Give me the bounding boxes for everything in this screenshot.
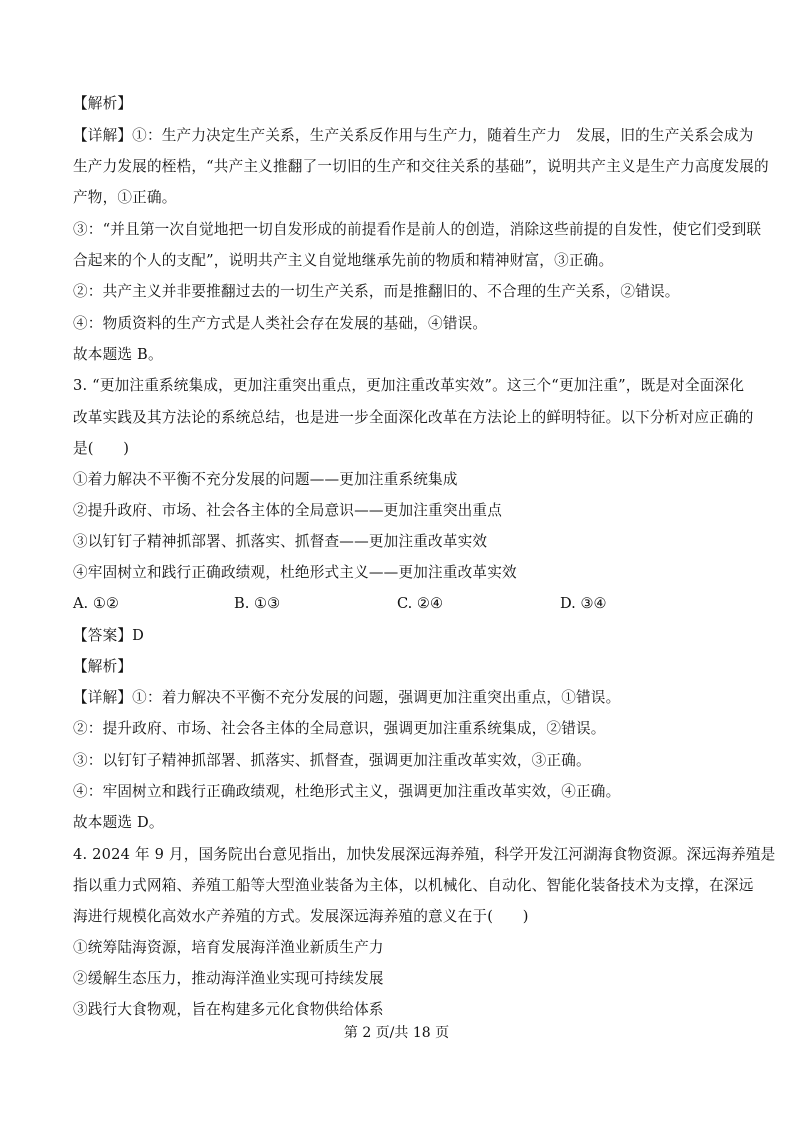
answer-label: 【答案】D: [73, 627, 145, 644]
text-line: 指以重力式网箱、养殖工船等大型渔业装备为主体，以机械化、自动化、智能化装备技术为支撑，在深远: [73, 877, 754, 894]
text-line: 合起来的个人的支配”，说明共产主义自觉地继承先前的物质和精神财富，③正确。: [73, 252, 614, 269]
text-line: 故本题选 D。: [73, 814, 164, 831]
question-4-stem: 4. 2024 年 9 月，国务院出台意见指出，加快发展深远海养殖，科学开发江河湖海食物资源。深远海养殖是: [73, 846, 776, 863]
text-line: ①着力解决不平衡不充分发展的问题——更加注重系统集成: [73, 471, 458, 488]
page-footer: 第 2 页/共 18 页: [343, 1025, 450, 1041]
text-line: 改革实践及其方法论的系统总结，也是进一步全面深化改革在方法论上的鲜明特征。以下分析对应正确的: [73, 409, 754, 426]
text-line: ④牢固树立和践行正确政绩观，杜绝形式主义——更加注重改革实效: [73, 564, 517, 581]
text-line: ③践行大食物观，旨在构建多元化食物供给体系: [73, 1001, 384, 1018]
option-b: B. ①③: [234, 595, 281, 612]
text-line: ②提升政府、市场、社会各主体的全局意识——更加注重突出重点: [73, 502, 503, 519]
text-line: 生产力发展的桎梏，“共产主义推翻了一切旧的生产和交往关系的基础”，说明共产主义是生产力高度发展的: [73, 158, 769, 175]
option-c: C. ②④: [397, 595, 444, 612]
text-line: 是( ): [73, 440, 130, 457]
text-line: ③：以钉钉子精神抓部署、抓落实、抓督查，强调更加注重改革实效，③正确。: [73, 752, 591, 769]
text-line: ③以钉钉子精神抓部署、抓落实、抓督查——更加注重改革实效: [73, 533, 488, 550]
text-line: 海进行规模化高效水产养殖的方式。发展深远海养殖的意义在于( ): [73, 908, 529, 925]
text-line: ②：共产主义并非要推翻过去的一切生产关系，而是推翻旧的、不合理的生产关系，②错误。: [73, 283, 680, 300]
text-line: ①统筹陆海资源，培育发展海洋渔业新质生产力: [73, 939, 384, 956]
option-a: A. ①②: [73, 595, 119, 612]
option-d: D. ③④: [560, 595, 607, 612]
question-3-stem: 3. “更加注重系统集成，更加注重突出重点，更加注重改革实效”。这三个“更加注重”，既是对全面深化: [73, 377, 745, 394]
section-heading-analysis: 【解析】: [73, 658, 133, 675]
text-line: ②缓解生态压力，推动海洋渔业实现可持续发展: [73, 970, 384, 987]
text-line: ③：“并且第一次自觉地把一切自发形成的前提看作是前人的创造，消除这些前提的自发性，使它们受到联: [73, 221, 762, 238]
text-line: ④：物质资料的生产方式是人类社会存在发展的基础，④错误。: [73, 315, 488, 332]
text-line: 【详解】①：着力解决不平衡不充分发展的问题，强调更加注重突出重点，①错误。: [73, 689, 621, 706]
section-heading-analysis: 【解析】: [73, 95, 133, 112]
text-line: ④：牢固树立和践行正确政绩观，杜绝形式主义，强调更加注重改革实效，④正确。: [73, 783, 621, 800]
text-line: 故本题选 B。: [73, 346, 163, 363]
text-line: 【详解】①：生产力决定生产关系，生产关系反作用与生产力，随着生产力 发展，旧的生产关系会成为: [73, 127, 754, 144]
text-line: 产物，①正确。: [73, 189, 177, 206]
text-line: ②：提升政府、市场、社会各主体的全局意识，强调更加注重系统集成，②错误。: [73, 720, 606, 737]
